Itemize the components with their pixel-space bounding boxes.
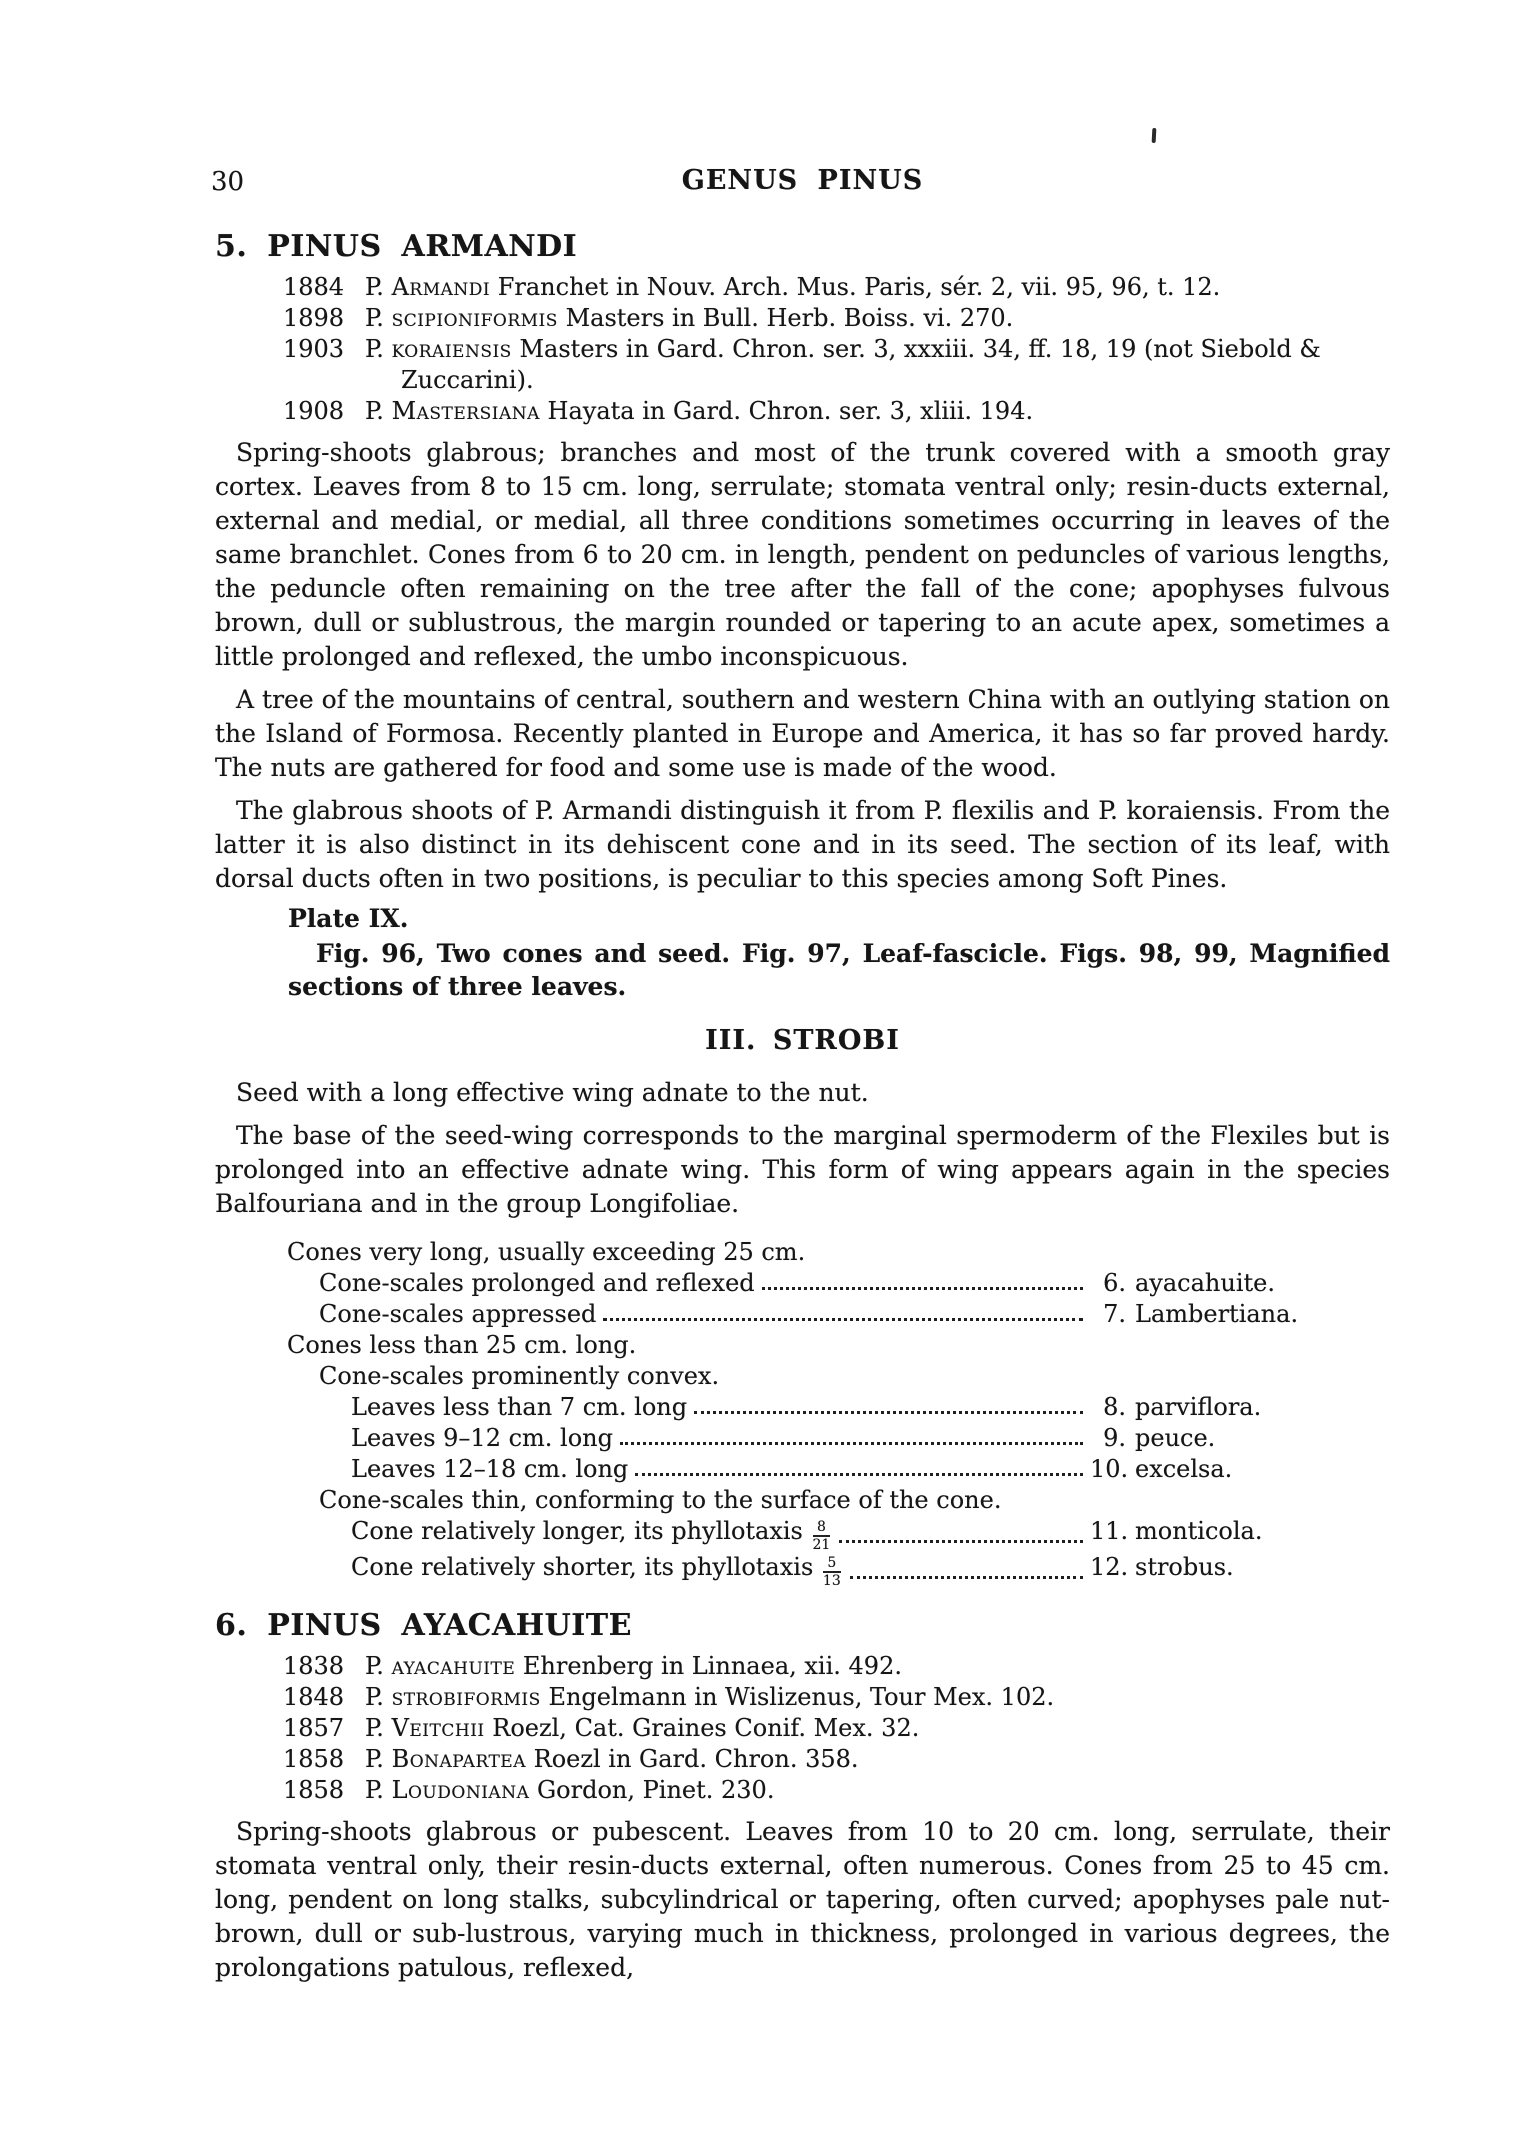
species-name: Bonapartea — [391, 1745, 526, 1773]
key-result-number: 6. — [1103, 1269, 1126, 1297]
key-condition: Leaves 12–18 cm. long — [351, 1455, 629, 1483]
key-line — [215, 1423, 1310, 1454]
synonym-year: 1903 — [283, 335, 345, 363]
genus-abbrev: P. — [365, 304, 384, 332]
key-result-name: excelsa. — [1135, 1455, 1233, 1483]
figure-caption: Fig. 96, Two cones and seed. Fig. 97, Leaf-fascicle. Figs. 98, 99, Magnified sections of three leaves. — [288, 939, 1390, 1001]
species-name: Mastersiana — [391, 397, 540, 425]
species-name: Veitchii — [391, 1714, 485, 1742]
synonym-row — [215, 1651, 1390, 1682]
dotted-leader — [635, 1473, 1083, 1476]
strobi-paragraph: Seed with a long effective wing adnate to the nut. — [236, 1078, 869, 1107]
key-condition: Cone-scales thin, conforming to the surface of the cone. — [319, 1486, 1002, 1514]
synonym-year: 1858 — [283, 1745, 345, 1773]
synonym-row — [215, 303, 1390, 334]
key-result-name: monticola. — [1135, 1517, 1263, 1545]
citation-text: Ehrenberg in Linnaea, xii. 492. — [522, 1652, 902, 1680]
key-line — [215, 1299, 1310, 1330]
key-result — [1090, 1516, 1310, 1547]
key-line — [215, 1454, 1310, 1485]
synonym-row — [215, 334, 1390, 396]
description-paragraph: Spring-shoots glabrous; branches and most of the trunk covered with a smooth gray cortex. Leaves from 8 to 15 cm. long, serrulate; stomata ventral only; resin-ducts external, external and medial, or medial, all three conditions sometimes occurring in leaves of the same branchlet. Cones from 6 to 20 cm. in length, pendent on peduncles of various lengths, the peduncle often remaining on the tree after the fall of the cone; apophyses fulvous brown, dull or sublustrous, the margin rounded or tapering to an acute apex, sometimes a little prolonged and reflexed, the umbo inconspicuous. — [215, 438, 1390, 671]
key-result-number: 10. — [1090, 1455, 1129, 1483]
key-result-name: Lambertiana. — [1135, 1300, 1299, 1328]
synonym-year: 1884 — [283, 273, 345, 301]
citation-text: Masters in Bull. Herb. Boiss. vi. 270. — [565, 304, 1014, 332]
key-line — [215, 1552, 1310, 1588]
synonym-citation — [365, 396, 1390, 427]
key-result — [1090, 1392, 1310, 1423]
dotted-leader — [603, 1318, 1083, 1321]
synonymy-list-ayacahuite — [215, 1651, 1390, 1806]
key-result-name: peuce. — [1135, 1424, 1216, 1452]
comparison-paragraph: The glabrous shoots of P. Armandi distinguish it from P. flexilis and P. koraiensis. From the latter it is also distinct in its dehiscent cone and in its seed. The section of its leaf, with dorsal ducts often in two positions, is peculiar to this species among Soft Pines. — [215, 796, 1390, 893]
synonym-citation — [365, 303, 1390, 334]
phyllotaxis-fraction — [823, 1556, 841, 1588]
fraction-denominator: 13 — [822, 1573, 841, 1589]
key-line — [215, 1268, 1310, 1299]
synonym-row — [215, 1744, 1390, 1775]
synonym-year: 1848 — [283, 1683, 345, 1711]
key-condition-text: Cone relatively shorter, its phyllotaxis — [351, 1553, 814, 1581]
page-number: 30 — [211, 167, 245, 197]
key-line — [215, 1361, 1310, 1392]
synonym-citation — [365, 1682, 1390, 1713]
synonym-citation — [365, 334, 1390, 396]
key-line — [215, 1485, 1310, 1516]
genus-abbrev: P. — [365, 1652, 384, 1680]
key-result-name: parviflora. — [1135, 1393, 1262, 1421]
key-result-number: 12. — [1090, 1553, 1129, 1581]
key-condition: Cones very long, usually exceeding 25 cm. — [287, 1238, 806, 1266]
text-block — [211, 165, 1390, 1985]
scan-speck — [1152, 128, 1157, 143]
section-heading-strobi: III. STROBI — [705, 1025, 900, 1056]
key-result-name: ayacahuite. — [1135, 1269, 1275, 1297]
citation-text: Hayata in Gard. Chron. ser. 3, xliii. 194. — [547, 397, 1034, 425]
key-condition: Cone-scales appressed — [319, 1300, 597, 1328]
species-name: Armandi — [391, 273, 491, 301]
species-heading-armandi: 5. PINUS ARMANDI — [215, 229, 578, 264]
key-line — [215, 1516, 1310, 1552]
fraction-numerator: 5 — [823, 1556, 841, 1573]
key-line — [215, 1237, 1310, 1268]
synonym-citation — [365, 1775, 1390, 1806]
key-condition: Cones less than 25 cm. long. — [287, 1331, 637, 1359]
strobi-paragraph: The base of the seed-wing corresponds to the marginal spermoderm of the Flexiles but is prolonged into an effective adnate wing. This form of wing appears again in the species Balfouriana and in the group Longifoliae. — [215, 1121, 1390, 1218]
synonym-row — [215, 396, 1390, 427]
synonym-year: 1908 — [283, 397, 345, 425]
genus-abbrev: P. — [365, 1745, 384, 1773]
synonym-citation — [365, 1651, 1390, 1682]
plate-caption: Plate IX. — [288, 904, 409, 933]
synonym-citation — [365, 1713, 1390, 1744]
dotted-leader — [694, 1411, 1083, 1414]
key-result-name: strobus. — [1135, 1553, 1234, 1581]
key-line — [215, 1330, 1310, 1361]
synonym-citation — [365, 272, 1390, 303]
species-name: ayacahuite — [391, 1652, 516, 1680]
key-result-number: 7. — [1103, 1300, 1126, 1328]
key-result-number: 9. — [1103, 1424, 1126, 1452]
synonym-year: 1858 — [283, 1776, 345, 1804]
dotted-leader — [762, 1287, 1083, 1290]
key-condition-text: Cone relatively longer, its phyllotaxis — [351, 1517, 803, 1545]
genus-abbrev: P. — [365, 1776, 384, 1804]
dotted-leader — [620, 1442, 1083, 1445]
citation-text: Roezl, Cat. Graines Conif. Mex. 32. — [492, 1714, 920, 1742]
key-condition: Leaves less than 7 cm. long — [351, 1393, 688, 1421]
key-result — [1090, 1552, 1310, 1583]
running-title: GENUS PINUS — [681, 165, 924, 196]
citation-text: Franchet in Nouv. Arch. Mus. Paris, sér. 2, vii. 95, 96, t. 12. — [497, 273, 1221, 301]
key-condition — [351, 1516, 832, 1552]
key-line — [215, 1392, 1310, 1423]
genus-abbrev: P. — [365, 1714, 384, 1742]
synonym-citation — [365, 1744, 1390, 1775]
key-result — [1090, 1454, 1310, 1485]
dichotomous-key — [215, 1237, 1310, 1588]
synonym-row — [215, 1713, 1390, 1744]
synonym-year: 1838 — [283, 1652, 345, 1680]
key-condition: Cone-scales prolonged and reflexed — [319, 1269, 755, 1297]
genus-abbrev: P. — [365, 397, 384, 425]
key-result — [1090, 1423, 1310, 1454]
citation-text: Roezl in Gard. Chron. 358. — [533, 1745, 859, 1773]
synonymy-list-armandi — [215, 272, 1390, 427]
synonym-row — [215, 1775, 1390, 1806]
key-condition: Leaves 9–12 cm. long — [351, 1424, 613, 1452]
citation-text: Masters in Gard. Chron. ser. 3, xxxiii. 34, ff. 18, 19 (not Siebold & Zuccarini). — [401, 335, 1321, 394]
species-name: strobiformis — [391, 1683, 541, 1711]
synonym-year: 1898 — [283, 304, 345, 332]
fraction-denominator: 21 — [812, 1537, 831, 1553]
genus-abbrev: P. — [365, 273, 384, 301]
key-result — [1090, 1299, 1310, 1330]
description-paragraph: Spring-shoots glabrous or pubescent. Leaves from 10 to 20 cm. long, serrulate, their stomata ventral only, their resin-ducts external, often numerous. Cones from 25 to 45 cm. long, pendent on long stalks, subcylindrical or tapering, often curved; apophyses pale nut-brown, dull or sub-lustrous, varying much in thickness, prolonged in various degrees, the prolongations patulous, reflexed, — [215, 1817, 1390, 1982]
citation-text: Engelmann in Wislizenus, Tour Mex. 102. — [548, 1683, 1055, 1711]
page-header — [211, 165, 1390, 199]
species-name: koraiensis — [391, 335, 512, 363]
dotted-leader — [850, 1576, 1083, 1579]
synonym-row — [215, 1682, 1390, 1713]
fraction-numerator: 8 — [813, 1520, 831, 1537]
key-condition — [351, 1552, 843, 1588]
genus-abbrev: P. — [365, 1683, 384, 1711]
synonym-year: 1857 — [283, 1714, 345, 1742]
species-heading-ayacahuite: 6. PINUS AYACAHUITE — [215, 1608, 632, 1643]
key-condition: Cone-scales prominently convex. — [319, 1362, 720, 1390]
key-result-number: 11. — [1090, 1517, 1129, 1545]
citation-text: Gordon, Pinet. 230. — [537, 1776, 775, 1804]
genus-abbrev: P. — [365, 335, 384, 363]
habitat-paragraph: A tree of the mountains of central, southern and western China with an outlying station on the Island of Formosa. Recently planted in Europe and America, it has so far proved hardy. The nuts are gathered for food and some use is made of the wood. — [215, 685, 1390, 782]
key-result-number: 8. — [1103, 1393, 1126, 1421]
species-name: Loudoniana — [391, 1776, 530, 1804]
key-result — [1090, 1268, 1310, 1299]
phyllotaxis-fraction — [813, 1520, 831, 1552]
synonym-row — [215, 272, 1390, 303]
species-name: scipioniformis — [391, 304, 558, 332]
dotted-leader — [839, 1540, 1083, 1543]
